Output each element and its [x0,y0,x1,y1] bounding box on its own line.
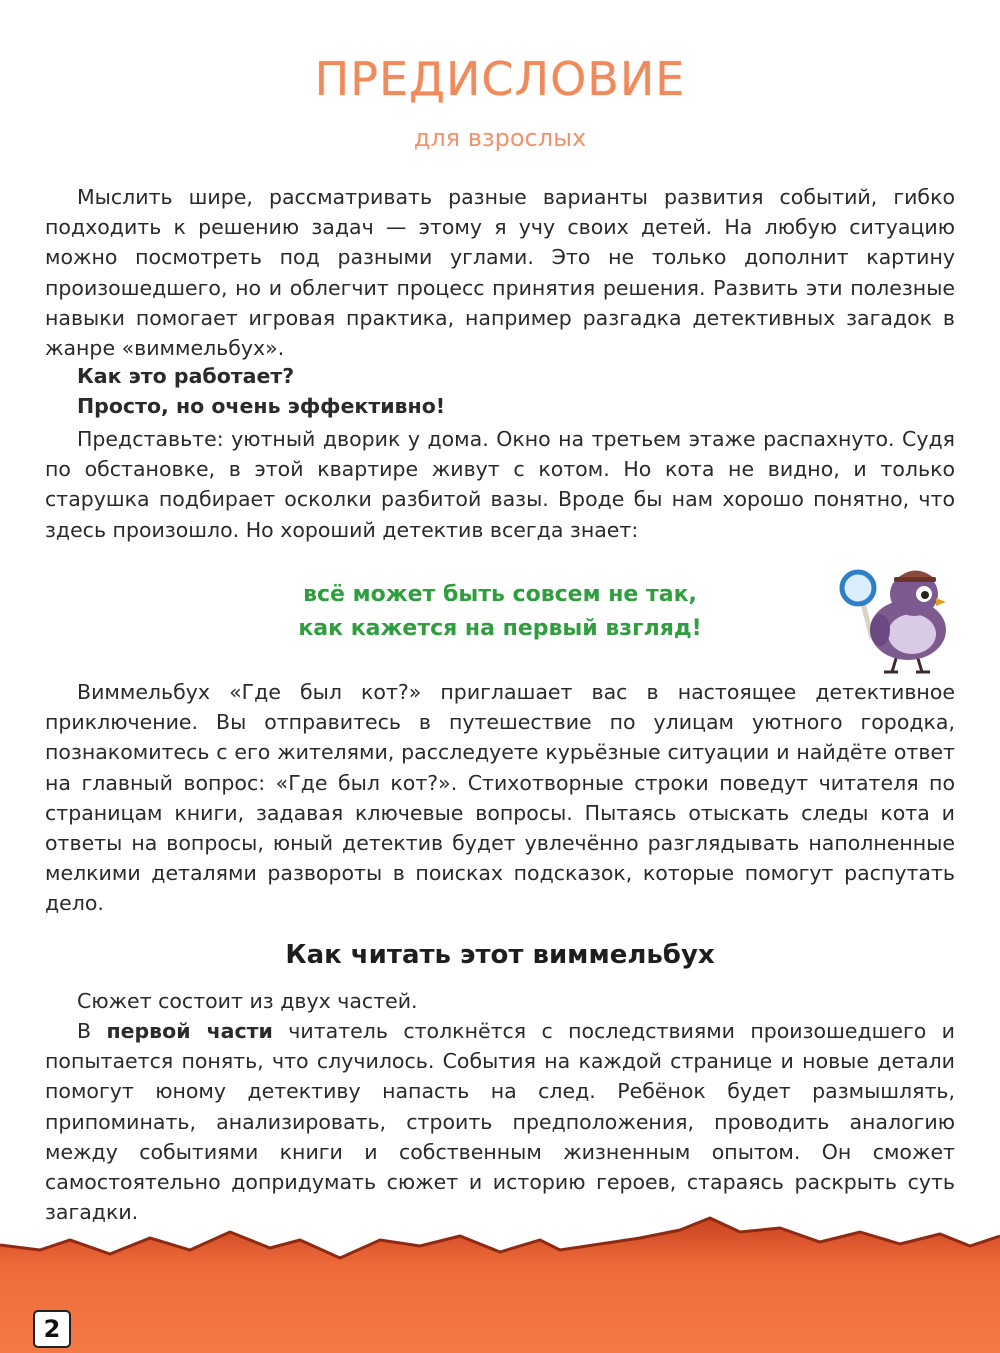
first-part-paragraph [45,1016,955,1227]
page-number: 2 [33,1310,71,1348]
answer-line: Просто, но очень эффективно! [77,394,446,418]
first-part-text: читатель столкнётся с последствиями произошедшего и попытается понять, что случилось. События на каждой странице и новые детали помогут юному детективу напасть на след. Ребёнок будет размышлять, припоминать, анализировать, строить предположения, проводить аналогию между событиями книги и собственным жизненным опытом. Он сможет самостоятельно допридумать сюжет и историю героев, стараясь раскрыть суть загадки. [45,1019,955,1225]
scenario-paragraph: Представьте: уютный дворик у дома. Окно на третьем этаже распахнуто. Судя по обстановке, в этой квартире живут с котом. Но кота не видно, и только старушка подбирает осколки разбитой вазы. Вроде бы нам хорошо понятно, что здесь произошло. Но хороший детектив всегда знает: [45,427,955,542]
callout-line-1: всё может быть совсем не так, [303,582,697,607]
torn-paper-border [0,1210,1000,1353]
page-title: ПРЕДИСЛОВИЕ [314,52,686,106]
first-part-bold: первой части [106,1019,273,1043]
callout-line-2: как кажется на первый взгляд! [298,616,702,641]
page-subtitle: для взрослых [413,124,587,152]
question-line: Как это работает? [77,364,295,388]
plot-paragraph: Сюжет состоит из двух частей. [77,989,418,1013]
intro-paragraph: Мыслить шире, рассматривать разные варианты развития событий, гибко подходить к решению задач — этому я учу своих детей. На любую ситуацию можно посмотреть под разными углами. Это не только дополнит картину произошедшего, но и облегчит процесс принятия решения. Развить эти полезные навыки помогает игровая практика, например разгадка детективных загадок в жанре «виммельбух». [45,185,955,361]
detective-bird-icon [836,560,966,680]
first-part-prefix: В [77,1019,107,1043]
section-heading: Как читать этот виммельбух [285,940,715,970]
invitation-paragraph: Виммельбух «Где был кот?» приглашает вас в настоящее детективное приключение. Вы отправитесь в путешествие по улицам уютного городка, познакомитесь с его жителями, расследуете курьёзные ситуации и найдёте ответ на главный вопрос: «Где был кот?». Стихотворные строки поведут читателя по страницам книги, задавая ключевые вопросы. Пытаясь отыскать следы кота и ответы на вопросы, юный детектив будет увлечённо разглядывать наполненные мелкими деталями развороты в поисках подсказок, которые помогут распутать дело. [45,680,955,916]
